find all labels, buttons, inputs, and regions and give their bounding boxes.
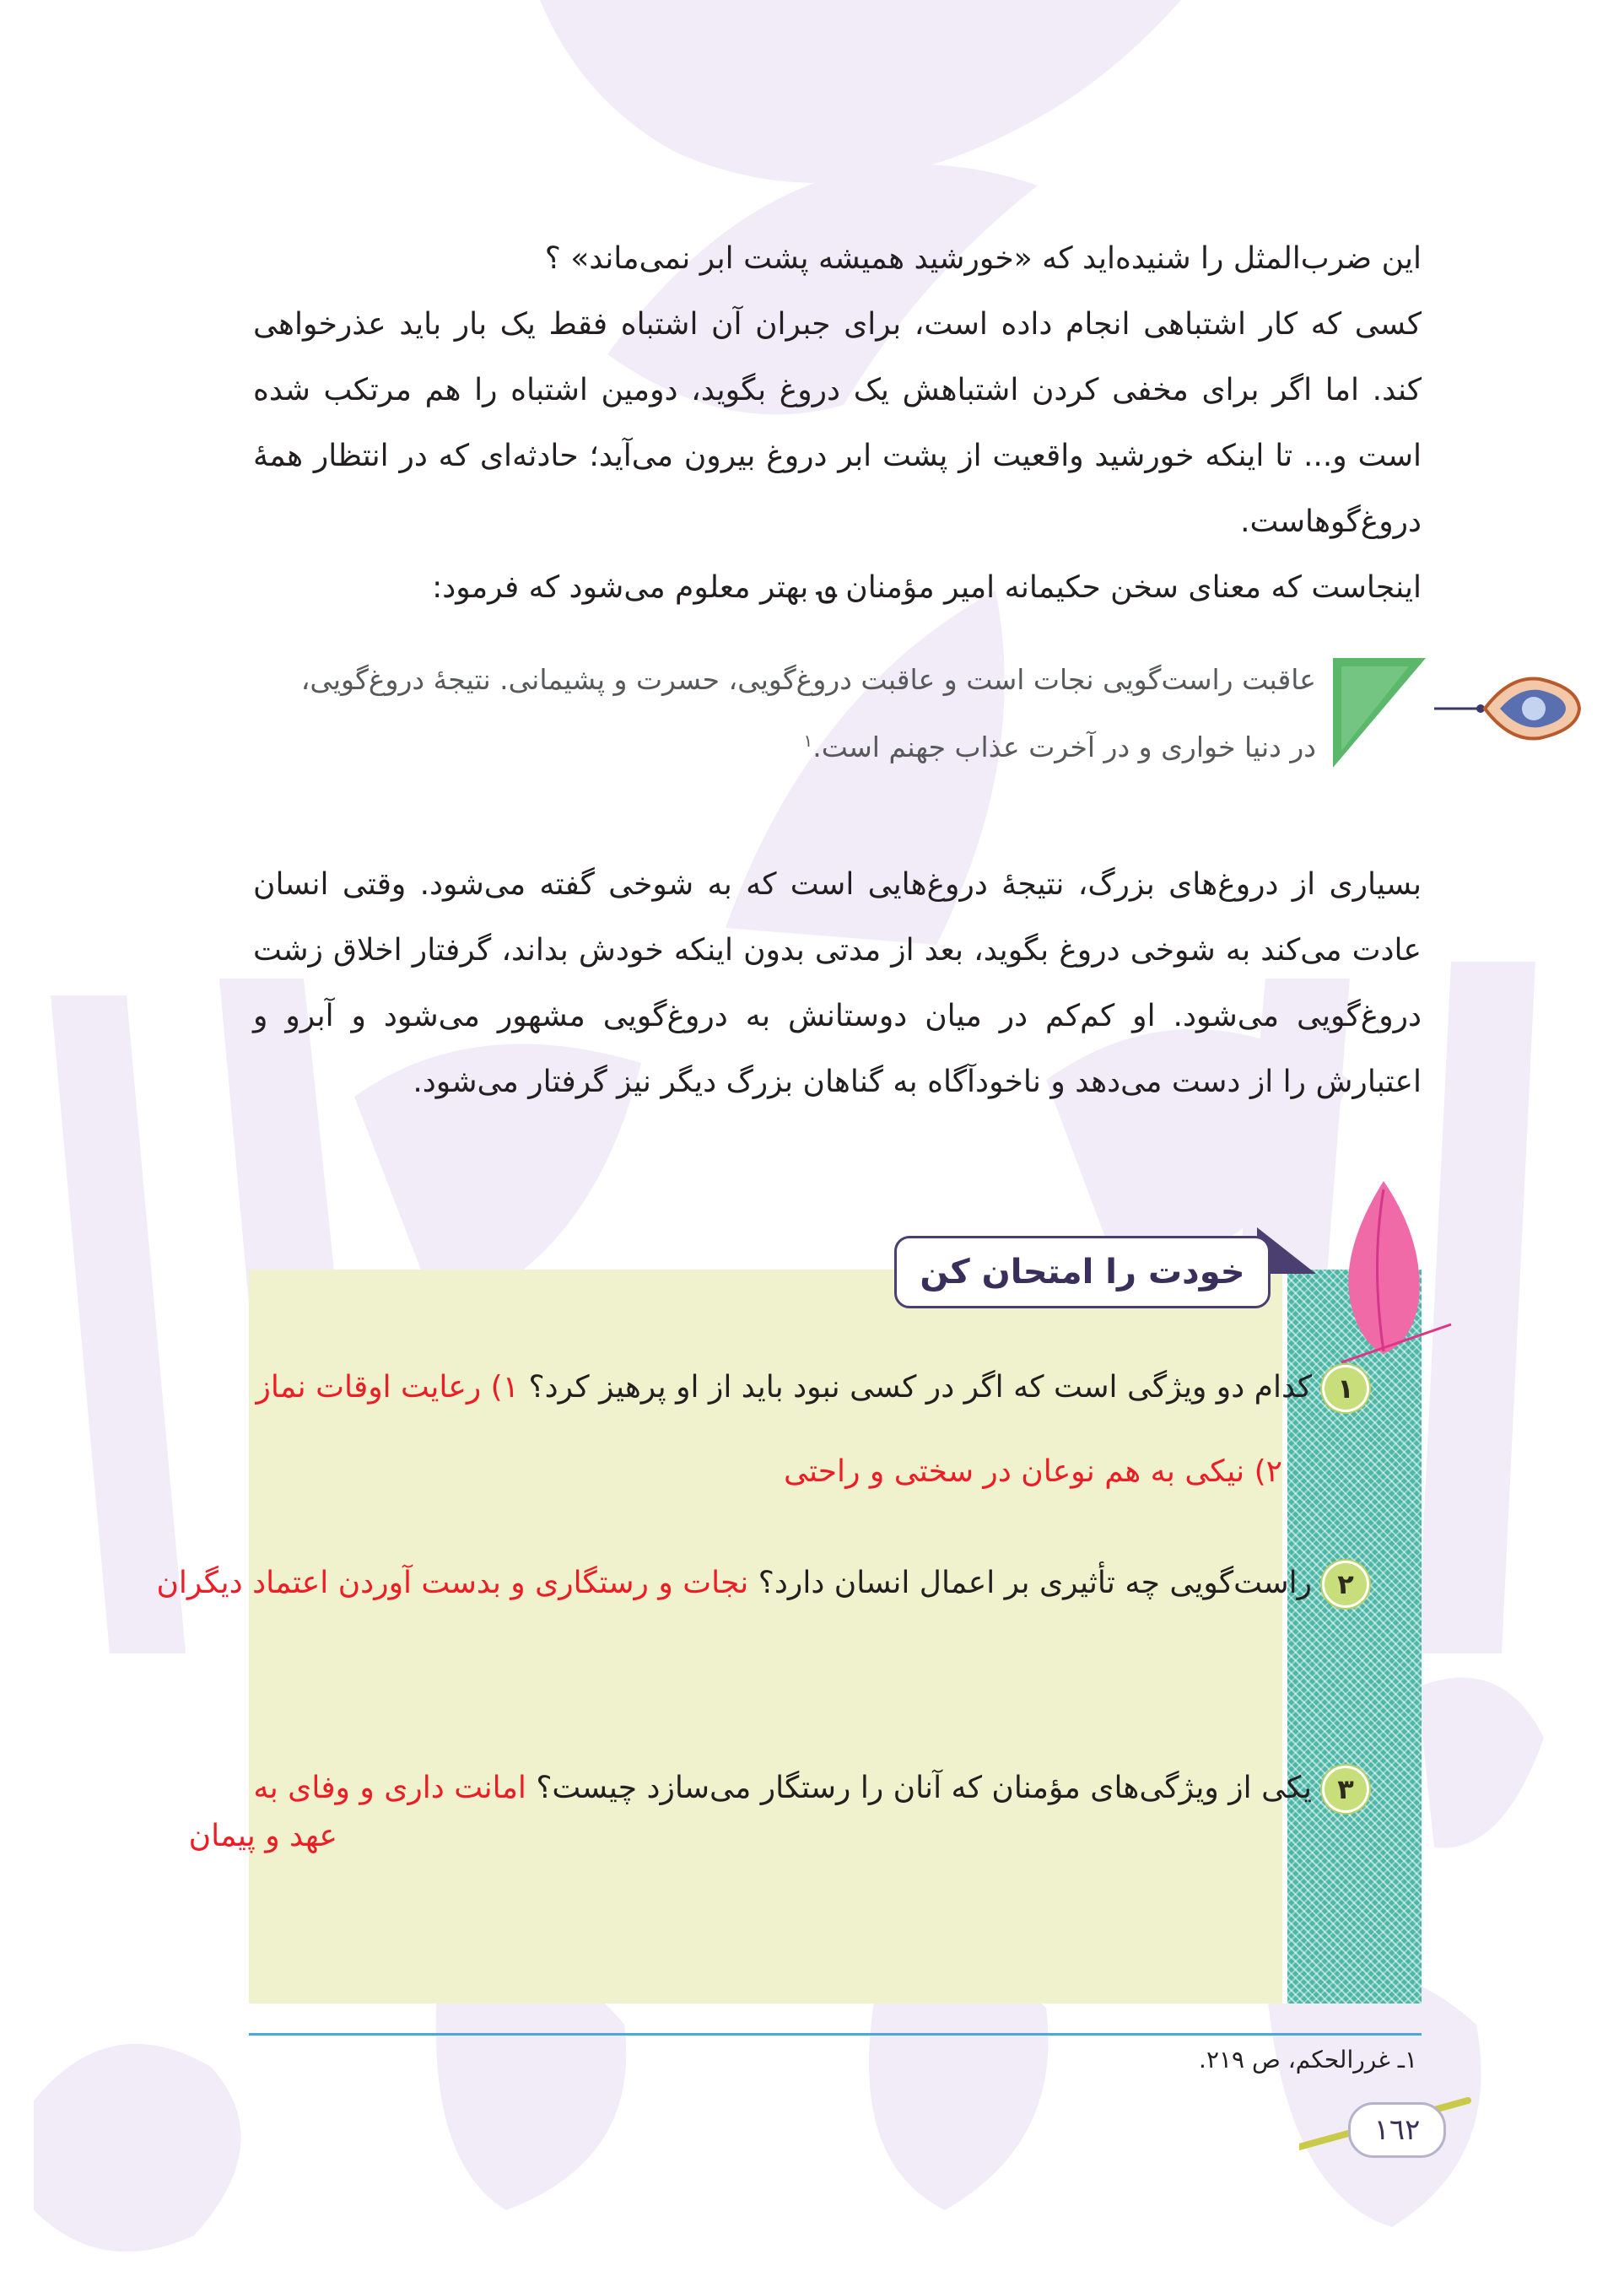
footnote: ١ـ غررالحکم، ص ٢١٩. <box>1199 2046 1417 2074</box>
intro-line-imam: اینجاست که معنای سخن حکیمانه امیر مؤمنان ؈ بهتر معلوم می‌شود که فرمود: <box>432 570 1422 605</box>
exercise-title-tab <box>877 1232 1274 1309</box>
question-2 <box>0 1556 1354 1611</box>
calligraphy-ornament-icon <box>1434 666 1586 751</box>
hadith-line-2-text: در دنیا خواری و در آخرت عذاب جهنم است. <box>812 731 1316 763</box>
question-1-text: کدام دو ویژگی است که اگر در کسی نبود باید از او پرهیز کرد؟ <box>528 1370 1312 1405</box>
question-3 <box>215 1761 1354 1816</box>
question-3-text: یکی از ویژگی‌های مؤمنان که آنان را رستگار می‌سازد چیست؟ <box>536 1771 1312 1805</box>
question-3-answer: امانت داری و وفای به <box>253 1771 526 1805</box>
lying-jokes-paragraph <box>253 852 1422 1115</box>
green-triangle-icon <box>1333 658 1426 768</box>
question-2-number-badge: ٢ <box>1322 1561 1369 1608</box>
question-3-number-badge: ٣ <box>1322 1766 1369 1813</box>
question-2-text: راست‌گویی چه تأثیری بر اعمال انسان دارد؟ <box>758 1566 1312 1600</box>
question-1-answer-line-2: ٢) نیکی به هم نوعان در سختی و راحتی <box>783 1454 1282 1489</box>
footnote-divider <box>249 2033 1422 2036</box>
hadith-text <box>236 650 1316 778</box>
hadith-line-1: عاقبت راست‌گویی نجات است و عاقبت دروغ‌گویی، حسرت و پشیمانی. نتیجهٔ دروغ‌گویی، <box>300 663 1316 696</box>
question-1 <box>215 1360 1354 1416</box>
question-2-answer: نجات و رستگاری و بدست آوردن اعتماد دیگران <box>156 1566 749 1600</box>
hadith-line-2 <box>236 710 1316 778</box>
page-number: ١٦٢ <box>1348 2102 1446 2158</box>
question-1-number-badge: ١ <box>1322 1365 1369 1412</box>
question-1-answer: ١) رعایت اوقات نماز <box>256 1370 520 1405</box>
page-number-badge <box>1299 2084 1485 2176</box>
question-3-answer-line-2: عهد و پیمان <box>188 1819 337 1853</box>
hadith-quote-box <box>245 650 1594 785</box>
intro-paragraph <box>253 226 1422 621</box>
pink-leaf-icon <box>1325 1173 1459 1383</box>
lying-jokes-text: بسیاری از دروغ‌های بزرگ، نتیجهٔ دروغ‌هایی است که به شوخی گفته می‌شود. وقتی انسان عادت می‌کند به شوخی دروغ بگوید، بعد از مدتی بدون اینکه خودش بداند، گرفتار اخلاق زشت دروغ‌گویی می‌شود. او کم‌کم در میان دوستانش به دروغ‌گویی مشهور می‌شود و آبرو و اعتبارش را از دست می‌دهد و ناخودآگاه به گناهان بزرگ دیگر نیز گرفتار می‌شود. <box>253 867 1422 1099</box>
footnote-ref: ١ <box>803 731 813 751</box>
intro-line-proverb: این ضرب‌المثل را شنیده‌اید که «خورشید همیشه پشت ابر نمی‌ماند» ؟ <box>544 241 1422 276</box>
exercise-title: خودت را امتحان کن <box>894 1236 1271 1308</box>
intro-line-body: کسی که کار اشتباهی انجام داده است، برای جبران آن اشتباه فقط یک بار باید عذرخواهی کند. اما اگر برای مخفی کردن اشتباهش یک دروغ بگوید، دومین اشتباه را هم مرتکب شده است و... تا اینکه خورشید واقعیت از پشت ابر دروغ بیرون می‌آید؛ حادثه‌ای که در انتظار همهٔ دروغ‌گوهاست. <box>253 307 1422 539</box>
